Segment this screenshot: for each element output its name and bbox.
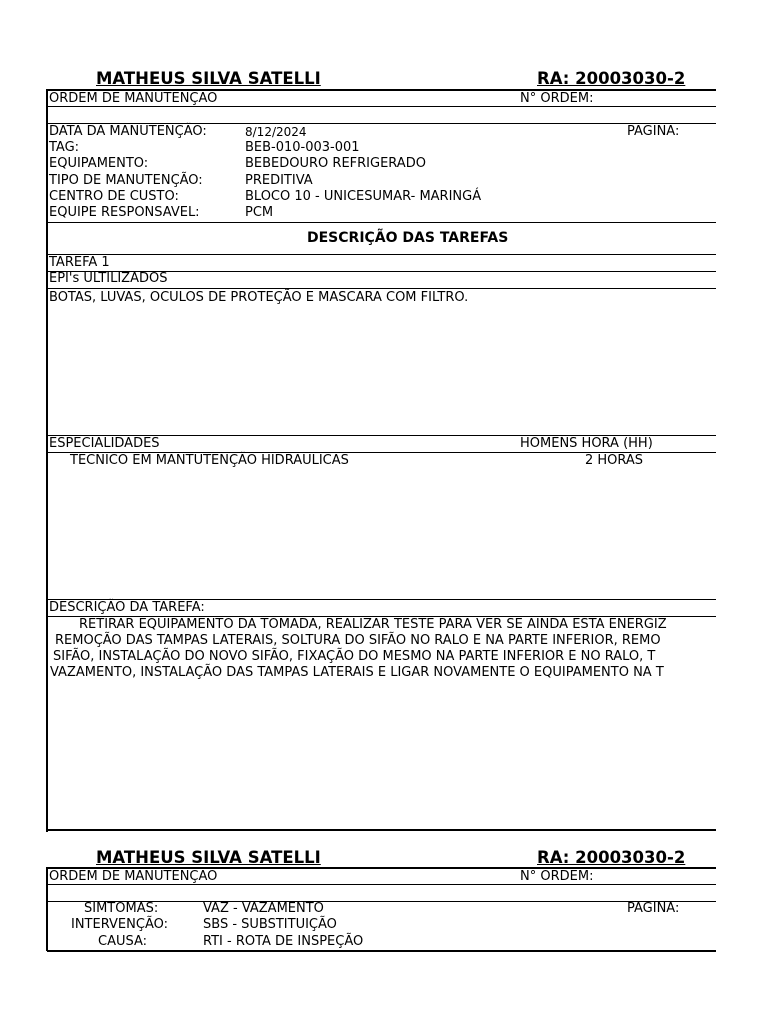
sheet2-bottom-border: [47, 950, 716, 952]
causa-value: RTI - ROTA DE INSPEÇÃO: [203, 934, 364, 949]
student-ra: RA: 20003030-2: [537, 848, 686, 867]
causa-label: CAUSA:: [98, 934, 148, 949]
pagina-label: PAGINA:: [627, 124, 680, 139]
horas-value: 2 HORAS: [585, 453, 644, 468]
divider: [47, 884, 716, 885]
descricao-line: REMOÇÃO DAS TAMPAS LATERAIS, SOLTURA DO SIFÃO NO RALO E NA PARTE INFERIOR, REMO: [55, 633, 661, 648]
divider: [47, 288, 716, 289]
student-name: MATHEUS SILVA SATELLI: [96, 69, 321, 88]
n-ordem-label: N° ORDEM:: [520, 91, 594, 106]
field-label-centro-custo: CENTRO DE CUSTO:: [49, 189, 179, 204]
field-label-equipamento: EQUIPAMENTO:: [49, 156, 149, 171]
especialidade-value: TECNICO EM MANTUTENÇÃO HIDRAULICAS: [70, 453, 349, 468]
n-ordem-label: N° ORDEM:: [520, 869, 594, 884]
field-value-equipamento: BEBEDOURO REFRIGERADO: [245, 156, 426, 171]
field-value-equipe: PCM: [245, 205, 274, 220]
descricao-label: DESCRIÇÃO DA TAREFA:: [49, 600, 205, 615]
descricao-text: [49, 617, 716, 681]
sheet1-bottom-border: [47, 829, 716, 831]
pagina-label: PAGINA:: [627, 901, 680, 916]
student-ra: RA: 20003030-2: [537, 69, 686, 88]
section-title: DESCRIÇÃO DAS TAREFAS: [307, 230, 509, 246]
tarefa-label: TAREFA 1: [49, 255, 110, 270]
ordem-label: ORDEM DE MANUTENÇÃO: [49, 869, 218, 884]
field-value-centro-custo: BLOCO 10 - UNICESUMAR- MARINGÁ: [245, 189, 482, 204]
ordem-label: ORDEM DE MANUTENÇÃO: [49, 91, 218, 106]
field-label-data: DATA DA MANUTENÇÃO:: [49, 124, 207, 139]
divider: [47, 254, 716, 255]
divider: [47, 106, 716, 107]
field-label-equipe: EQUIPE RESPONSAVEL:: [49, 205, 200, 220]
field-value-data: 8/12/2024: [245, 125, 307, 139]
intervencao-value: SBS - SUBSTITUIÇÃO: [203, 917, 337, 932]
student-name: MATHEUS SILVA SATELLI: [96, 848, 321, 867]
epis-value: BOTAS, LUVAS, OCULOS DE PROTEÇÃO E MASCARA COM FILTRO.: [49, 290, 469, 305]
sintomas-value: VAZ - VAZAMENTO: [203, 901, 324, 916]
divider: [47, 222, 716, 223]
homens-hora-label: HOMENS HORA (HH): [520, 436, 653, 451]
intervencao-label: INTERVENÇÃO:: [71, 917, 168, 932]
field-label-tipo: TIPO DE MANUTENÇÃO:: [49, 173, 203, 188]
especialidades-label: ESPECIALIDADES: [49, 436, 160, 451]
descricao-line: SIFÃO, INSTALAÇÃO DO NOVO SIFÃO, FIXAÇÃO DO MESMO NA PARTE INFERIOR E NO RALO, T: [53, 649, 656, 664]
sheet1-left-border: [46, 89, 48, 832]
field-label-tag: TAG:: [49, 140, 80, 155]
sintomas-label: SIMTOMAS:: [84, 901, 159, 916]
field-value-tag: BEB-010-003-001: [245, 140, 360, 155]
epis-label: EPI's ULTILIZADOS: [49, 271, 168, 286]
sheet2-left-border: [46, 867, 48, 951]
field-value-tipo: PREDITIVA: [245, 173, 313, 188]
descricao-line: VAZAMENTO, INSTALAÇÃO DAS TAMPAS LATERAIS E LIGAR NOVAMENTE O EQUIPAMENTO NA T: [50, 665, 664, 680]
descricao-line: RETIRAR EQUIPAMENTO DA TOMADA, REALIZAR TESTE PARA VER SE AINDA ESTA ENERGIZ: [79, 617, 667, 632]
